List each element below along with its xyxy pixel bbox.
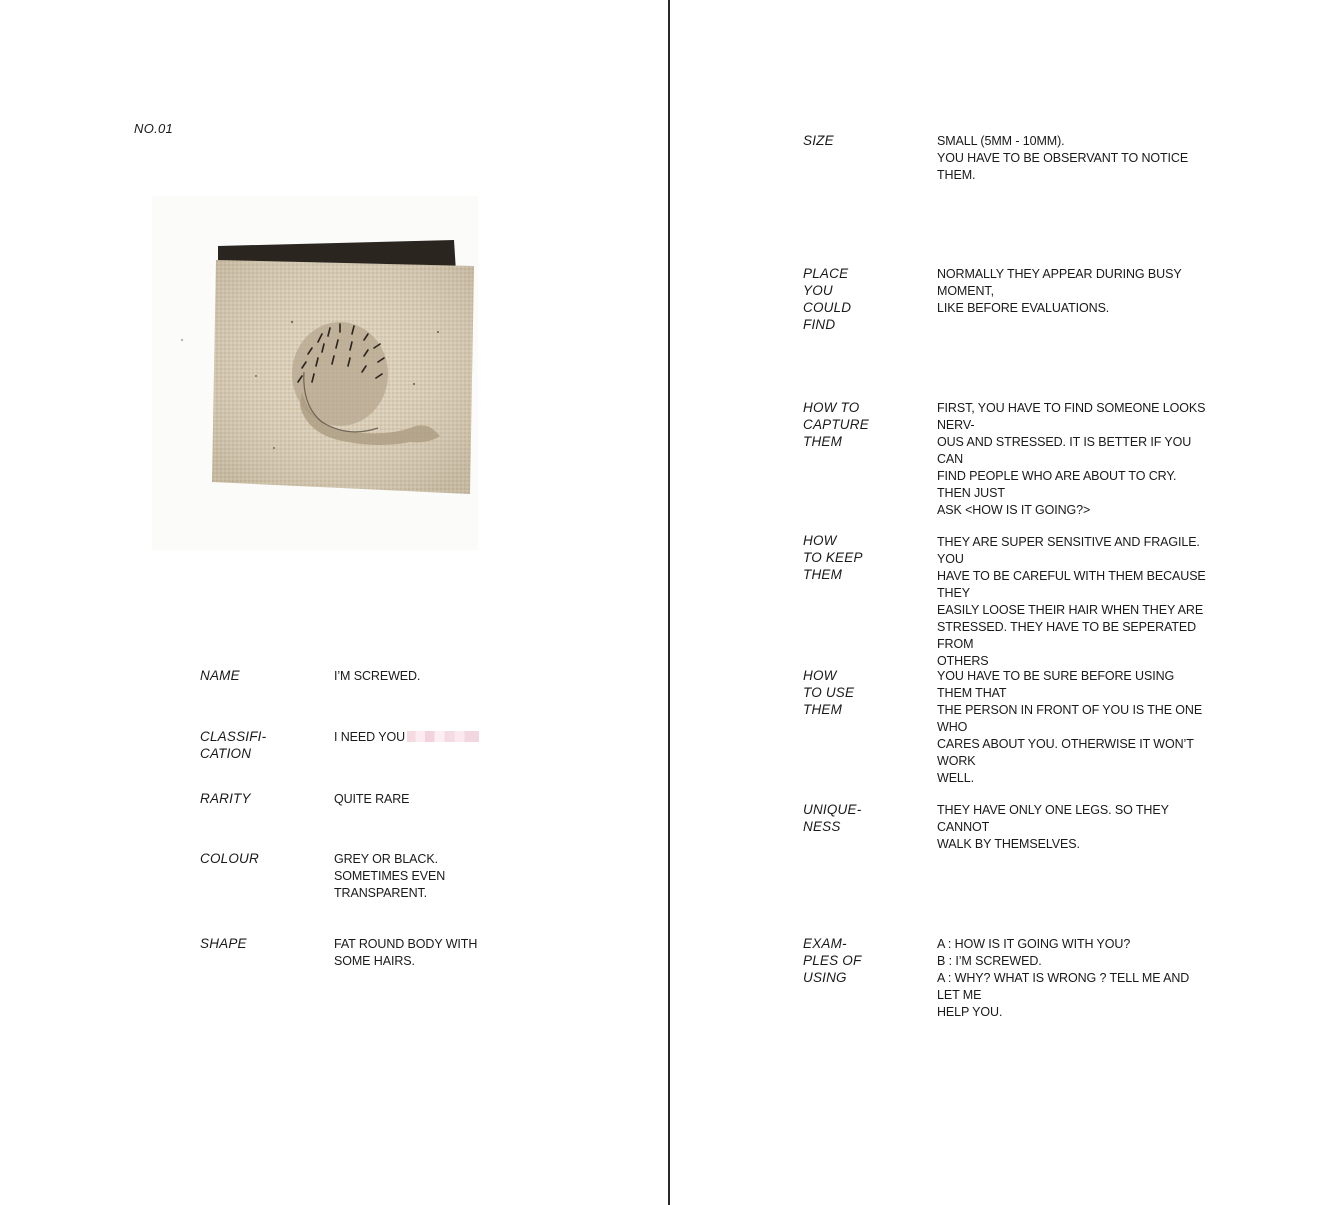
creature-fabric-photo (152, 196, 478, 550)
field-value-size: SMALL (5MM - 10MM). YOU HAVE TO BE OBSERVANT TO NOTICE THEM. (937, 134, 1189, 182)
field-label-use: HOW TO USE THEM (803, 668, 855, 717)
field-label-rarity: RARITY (200, 791, 251, 806)
field-value-rarity: QUITE RARE (334, 792, 410, 806)
field-label-capture: HOW TO CAPTURE THEM (803, 400, 869, 449)
censored-blur (407, 731, 479, 742)
field-value-shape: FAT ROUND BODY WITH SOME HAIRS. (334, 937, 478, 968)
field-value-classification (334, 729, 514, 746)
classification-text: I NEED YOU (334, 730, 406, 744)
field-label-classification: CLASSIFI- CATION (200, 729, 267, 761)
field-label-examples: EXAM- PLES OF USING (803, 936, 862, 985)
field-value-uniqueness: THEY HAVE ONLY ONE LEGS. SO THEY CANNOT WALK BY THEMSELVES. (937, 803, 1169, 851)
field-value-colour: GREY OR BLACK. SOMETIMES EVEN TRANSPARENT. (334, 852, 446, 900)
field-value-examples: A : HOW IS IT GOING WITH YOU? B : I’M SCREWED. A : WHY? WHAT IS WRONG ? TELL ME AND LET ME HELP YOU. (937, 937, 1190, 1019)
field-label-name: NAME (200, 668, 240, 683)
field-value-use: YOU HAVE TO BE SURE BEFORE USING THEM THAT THE PERSON IN FRONT OF YOU IS THE ONE WHO CARES ABOUT YOU. OTHERWISE IT WON’T WORK WELL. (937, 669, 1203, 785)
field-label-size: SIZE (803, 133, 834, 148)
field-value-name: I’M SCREWED. (334, 669, 421, 683)
page-number: NO.01 (134, 121, 174, 136)
field-label-place: PLACE YOU COULD FIND (803, 266, 852, 332)
field-label-shape: SHAPE (200, 936, 247, 951)
field-value-capture: FIRST, YOU HAVE TO FIND SOMEONE LOOKS NERV- OUS AND STRESSED. IT IS BETTER IF YOU CAN FIND PEOPLE WHO ARE ABOUT TO CRY. THEN JUST ASK <HOW IS IT GOING?> (937, 401, 1206, 517)
page-divider (668, 0, 670, 1205)
field-value-keep: THEY ARE SUPER SENSITIVE AND FRAGILE. YOU HAVE TO BE CAREFUL WITH THEM BECAUSE THEY EASILY LOOSE THEIR HAIR WHEN THEY ARE STRESSED. THEY HAVE TO BE SEPERATED FROM OTHERS (937, 535, 1206, 668)
field-value-place: NORMALLY THEY APPEAR DURING BUSY MOMENT, LIKE BEFORE EVALUATIONS. (937, 267, 1182, 315)
field-label-colour: COLOUR (200, 851, 259, 866)
field-label-keep: HOW TO KEEP THEM (803, 533, 863, 582)
field-label-uniqueness: UNIQUE- NESS (803, 802, 862, 834)
